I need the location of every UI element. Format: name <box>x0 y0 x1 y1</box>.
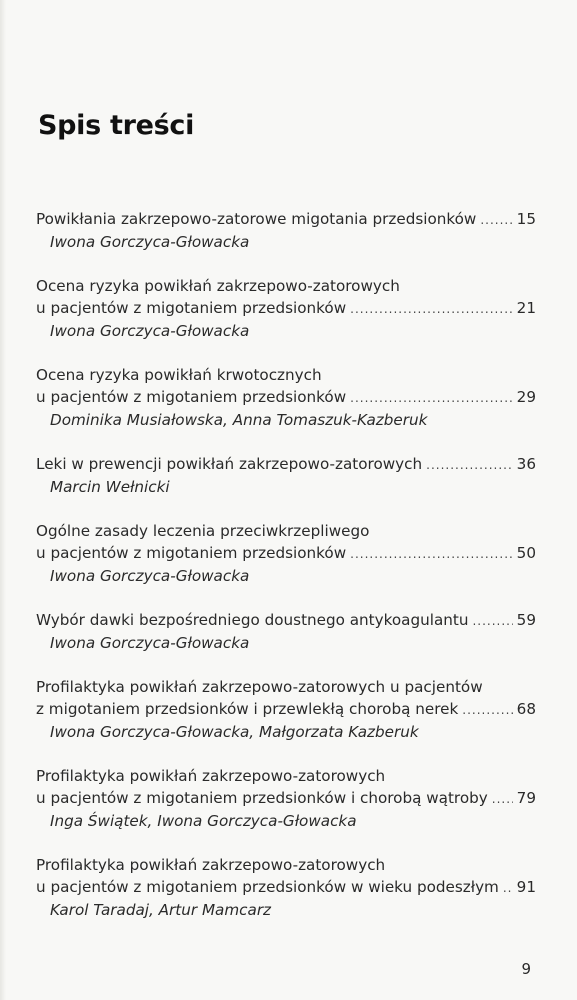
toc-entry-page-number: 29 <box>516 388 536 406</box>
toc-entry-page-number: 50 <box>516 544 536 562</box>
toc-entry-title-line <box>36 297 536 320</box>
toc-entry[interactable] <box>36 609 536 654</box>
toc-entry-title-text: u pacjentów z migotaniem przedsionków <box>36 388 347 406</box>
dot-leader <box>426 454 513 476</box>
toc-entry[interactable] <box>36 364 536 431</box>
toc-entry-authors: Iwona Gorczyca-Głowacka <box>50 567 250 585</box>
dot-leader <box>350 387 513 409</box>
toc-entry-page-number: 68 <box>516 700 536 718</box>
toc-entry-page-number: 79 <box>516 789 536 807</box>
toc-entry-title-line: Profilaktyka powikłań zakrzepowo-zatorowych <box>36 767 386 785</box>
toc-entry-authors: Inga Świątek, Iwona Gorczyca-Głowacka <box>50 812 357 830</box>
toc-entry-title-line <box>36 698 536 721</box>
dot-leader <box>350 298 513 320</box>
dot-leader <box>462 699 512 721</box>
toc-entry[interactable] <box>36 520 536 587</box>
toc-entry-authors: Iwona Gorczyca-Głowacka <box>50 322 250 340</box>
toc-entry-title-text: u pacjentów z migotaniem przedsionków <box>36 299 347 317</box>
toc-entry[interactable] <box>36 275 536 342</box>
page-number: 9 <box>521 960 531 978</box>
toc-entry-title-line: Profilaktyka powikłań zakrzepowo-zatorowych <box>36 856 386 874</box>
toc-entry-title-line: Ocena ryzyka powikłań zakrzepowo-zatorowych <box>36 277 400 295</box>
toc-entry-title-line <box>36 787 536 810</box>
toc-entry-title-line <box>36 386 536 409</box>
toc-entry-title-line <box>36 453 536 476</box>
toc-entry-title-text: Wybór dawki bezpośredniego doustnego antykoagulantu <box>36 611 469 629</box>
toc-entry[interactable] <box>36 854 536 921</box>
toc-entry-page-number: 21 <box>516 299 536 317</box>
toc-entry-authors: Dominika Musiałowska, Anna Tomaszuk-Kazberuk <box>50 411 428 429</box>
toc-entry-authors: Iwona Gorczyca-Głowacka, Małgorzata Kazberuk <box>50 723 419 741</box>
toc-entry-authors: Marcin Wełnicki <box>50 478 170 496</box>
toc-entry-title-line: Ocena ryzyka powikłań krwotocznych <box>36 366 322 384</box>
toc-entry-title-text: z migotaniem przedsionków i przewlekłą chorobą nerek <box>36 700 459 718</box>
toc-entry-title-line: Profilaktyka powikłań zakrzepowo-zatorowych u pacjentów <box>36 678 483 696</box>
toc-entry-authors: Iwona Gorczyca-Głowacka <box>50 634 250 652</box>
toc-entry-authors: Iwona Gorczyca-Głowacka <box>50 233 250 251</box>
dot-leader <box>503 877 513 899</box>
page-title: Spis treści <box>38 110 195 141</box>
toc-entry[interactable] <box>36 208 536 253</box>
toc-entry-title-text: Leki w prewencji powikłań zakrzepowo-zatorowych <box>36 455 423 473</box>
page-edge-shadow <box>0 0 6 1000</box>
dot-leader <box>472 610 512 632</box>
toc-entry[interactable] <box>36 453 536 498</box>
toc-entry-title-line <box>36 208 536 231</box>
table-of-contents <box>36 208 536 943</box>
toc-entry-page-number: 59 <box>516 611 536 629</box>
toc-entry-title-text: u pacjentów z migotaniem przedsionków i chorobą wątroby <box>36 789 488 807</box>
toc-entry-authors: Karol Taradaj, Artur Mamcarz <box>50 901 272 919</box>
toc-entry-title-line: Ogólne zasady leczenia przeciwkrzepliwego <box>36 522 370 540</box>
toc-entry-title-line <box>36 542 536 565</box>
toc-entry-page-number: 15 <box>516 210 536 228</box>
toc-entry-page-number: 36 <box>516 455 536 473</box>
dot-leader <box>350 543 513 565</box>
toc-entry[interactable] <box>36 676 536 743</box>
toc-entry-title-line <box>36 876 536 899</box>
toc-entry-page-number: 91 <box>516 878 536 896</box>
toc-entry-title-text: u pacjentów z migotaniem przedsionków w wieku podeszłym <box>36 878 499 896</box>
toc-entry-title-line <box>36 609 536 632</box>
dot-leader <box>492 788 513 810</box>
toc-entry-title-text: u pacjentów z migotaniem przedsionków <box>36 544 347 562</box>
toc-entry-title-text: Powikłania zakrzepowo-zatorowe migotania przedsionków <box>36 210 477 228</box>
dot-leader <box>480 209 512 231</box>
toc-entry[interactable] <box>36 765 536 832</box>
